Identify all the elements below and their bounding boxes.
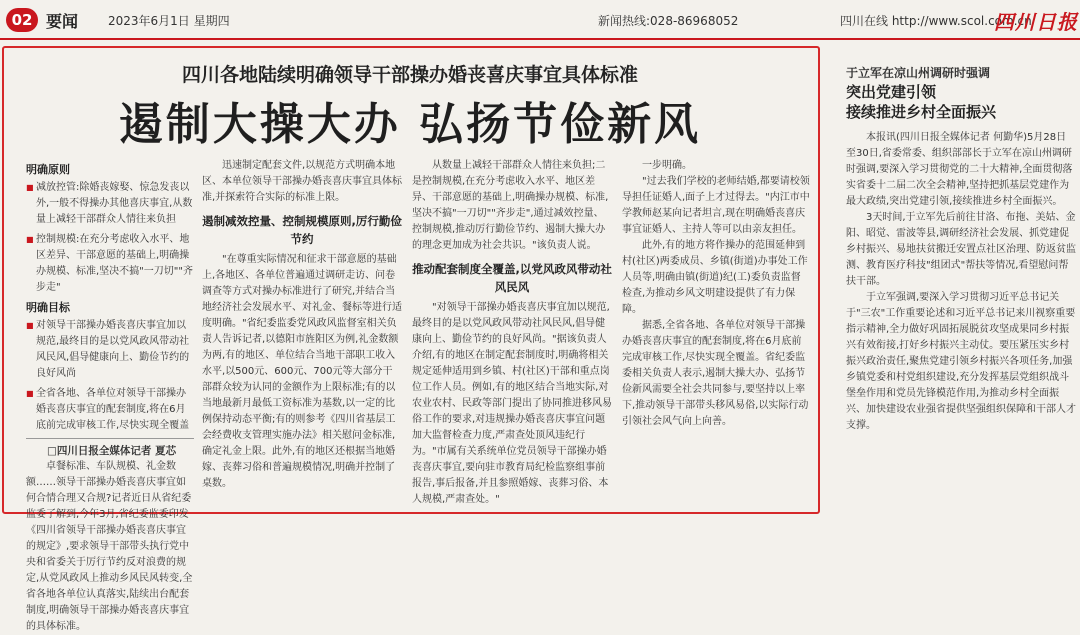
side-story-body xyxy=(846,130,1076,514)
website-link[interactable]: 四川在线 http://www.scol.com.cn xyxy=(840,14,1032,28)
paragraph: 迅速制定配套文件,以规范方式明确本地区、本单位领导干部操办婚丧喜庆事宜具体标准,并探索符合实际的标准上限。 xyxy=(202,160,402,203)
article-byline: □四川日报全媒体记者 夏芯 xyxy=(26,438,194,459)
paragraph: 从数量上减轻干部群众人情往来负担;二是控制规模,在充分考虑收入水平、地区差异、干部意愿的基础上,明确操办规模、标准,坚决不搞"一刀切""齐步走",通过减效控量、控制规模,推动厉行勤俭节约、遏制大操大办的理念更加成为社会共识。"该负责人说。 xyxy=(412,160,609,251)
paragraph: 此外,有的地方将作操办的范围延伸到村(社区)两委成员、乡镇(街道)办事处工作人员等,明确由镇(街道)纪(工)委负责监督检查,为推动乡风文明建设提供了有力保障。 xyxy=(622,240,808,315)
paragraph: "对领导干部操办婚丧喜庆事宜加以规范,最终目的是以党风政风带动社风民风,倡导健康向上、勤俭节约的良好风尚。"据该负责人介绍,有的地区在制定配套制度时,明确将相关规定延伸适用到乡镇、村(社区)干部和重点岗位工作人员。例如,有的地区结合当地实际,对农业农村、民政等部门提出了协同推进移风易俗工作的要求,对违规操办婚丧喜庆事宜问题加大监督检查力度,严肃查处顶风违纪行为。"市属有关系统单位党员领导干部操办婚丧喜庆事宜,要向驻市教育局纪检监察组事前报告,事后报备,并且参照婚嫁、丧葬习俗、本人规模,严肃查处。" xyxy=(412,302,612,505)
issue-date: 2023年6月1日 星期四 xyxy=(108,14,230,28)
article-column-2 xyxy=(202,158,402,510)
paragraph: 于立军强调,要深入学习贯彻习近平总书记关于"三农"工作重要论述和习近平总书记来川视察重要指示精神,全力做好巩固拓展脱贫攻坚成果同乡村振兴有效衔接,打好乡村振兴主动仗。要压紧压实乡村振兴政治责任,聚焦党建引领乡村振兴各项任务,加强乡镇党委和村党组织建设,充分发挥基层党组织战斗堡垒作用和党员先锋模范作用,为推动乡村全面振兴、加快建设农业强省提供坚强组织保障和干部人才支撑。 xyxy=(846,292,1076,431)
paragraph: 据悉,全省各地、各单位对领导干部操办婚丧喜庆事宜的配套制度,将在6月底前完成审核工作,尽快实现全覆盖。省纪委监委相关负责人表示,遏制大操大办、弘扬节俭新风需要全社会共同参与,要坚持以上率下,推动领导干部带头移风易俗,以实际行动引领社会风气向上向善。 xyxy=(622,320,809,427)
subhead-full-coverage: 推动配套制度全覆盖,以党风政风带动社风民风 xyxy=(412,262,612,294)
page-number-badge: 02 xyxy=(6,8,38,32)
subhead-reduce-control: 遏制减效控量、控制规模原则,厉行勤俭节约 xyxy=(202,214,402,246)
article-column-4 xyxy=(622,158,810,510)
article-title: 遏制大操大办 弘扬节俭新风 xyxy=(118,99,702,150)
side-story-lead: 本报讯(四川日报全媒体记者 何勤华)5月28日至30日,省委常委、组织部部长于立军在凉山州调研时强调,要深入学习贯彻党的二十大精神,全面贯彻落实省委十二届二次全会精神,坚持把抓基层党建作为最大政绩,突出党建引领,接续推进乡村全面振兴。 xyxy=(846,132,1073,207)
section-name: 要闻 xyxy=(46,12,79,31)
sidebar-heading-goals: 明确目标 xyxy=(26,301,70,314)
paragraph: "在尊重实际情况和征求干部意愿的基础上,各地区、各单位普遍通过调研走访、问卷调查等方式对操办标准进行了研究,并结合当地经济社会发展水平、对礼金、餐标等进行适度明确。"省纪委监委党风政风监督室相关负责人告诉记者,以德阳市旌阳区为例,礼金数额为两,有的地区、单位结合当地干部职工收入水平,以500元、600元、700元等大部分干部群众较为认同的金额作为上限标准;有的以当地最新月最低工资标准为基数,以一定的比例保持动态平衡;有的则参考《四川省基层工会经费收支管理实施办法》相关慰问金标准,确定礼金上限。此外,有的地区还根据当地婚嫁、丧葬习俗和普遍规模情况,明确并控制了桌数。 xyxy=(202,254,402,489)
article-lead-paragraph: 卓餐标准、车队规模、礼金数额……领导干部操办婚丧喜庆事宜如何合情合理又合规?记者近日从省纪委监委了解到,今年3月,省纪委监委印发《四川省领导干部操办婚丧喜庆事宜的规定》,要求领导干部带头执行党中央和省委关于厉行节约反对浪费的规定,从党风政风上推动乡风民风转变,全省各地各单位认真落实,陆续出台配套制度,明确领导干部操办婚丧喜庆事宜的具体标准。 xyxy=(26,461,193,632)
side-story-title xyxy=(846,82,1076,122)
article-column-3 xyxy=(412,158,612,510)
masthead xyxy=(0,0,1080,40)
sidebar-bullet: ■ 全省各地、各单位对领导干部操办婚丧喜庆事宜的配套制度,将在6月底前完成审核工作,尽快实现全覆盖 xyxy=(26,386,194,434)
paragraph: "过去我们学校的老师结婚,都要请校领导担任证婚人,面子上才过得去。"内江市中学教师赵某向记者坦言,现在明确婚丧喜庆事宜证婚人、主持人等可以由亲友担任。 xyxy=(622,176,810,235)
sidebar-bullet: ■ 控制规模:在充分考虑收入水平、地区差异、干部意愿的基础上,明确操办规模、标准,坚决不搞"一刀切""齐步走" xyxy=(26,232,194,296)
sidebar-bullet: ■ 对领导干部操办婚丧喜庆事宜加以规范,最终目的是以党风政风带动社风民风,倡导健康向上、勤俭节约的良好风尚 xyxy=(26,318,194,382)
article-kicker: 四川各地陆续明确领导干部操办婚丧喜庆事宜具体标准 xyxy=(181,64,638,86)
side-story-title-line-1: 突出党建引领 xyxy=(846,83,937,101)
sidebar-heading-principles: 明确原则 xyxy=(26,163,70,176)
newspaper-logo: 四川日报 xyxy=(994,10,1078,34)
article-column-1 xyxy=(26,158,194,632)
side-story-title-line-2: 接续推进乡村全面振兴 xyxy=(846,103,997,121)
news-hotline: 新闻热线:028-86968052 xyxy=(598,14,739,28)
side-story-kicker: 于立军在凉山州调研时强调 xyxy=(846,66,991,80)
paragraph: 3天时间,于立军先后前往甘洛、布拖、美姑、金阳、昭觉、雷波等县,调研经济社会发展、抓党建促乡村振兴、易地扶贫搬迁安置点社区治理、防返贫监测、教育医疗科技"组团式"帮扶等情况,看望慰问帮扶干部。 xyxy=(846,212,1076,287)
paragraph: 一步明确。 xyxy=(642,160,692,171)
sidebar-bullet: ■ 减放控管:除婚丧嫁娶、惊急发丧以外,一般不得操办其他喜庆事宜,从数量上减轻干部群众人情往来负担 xyxy=(26,180,194,228)
